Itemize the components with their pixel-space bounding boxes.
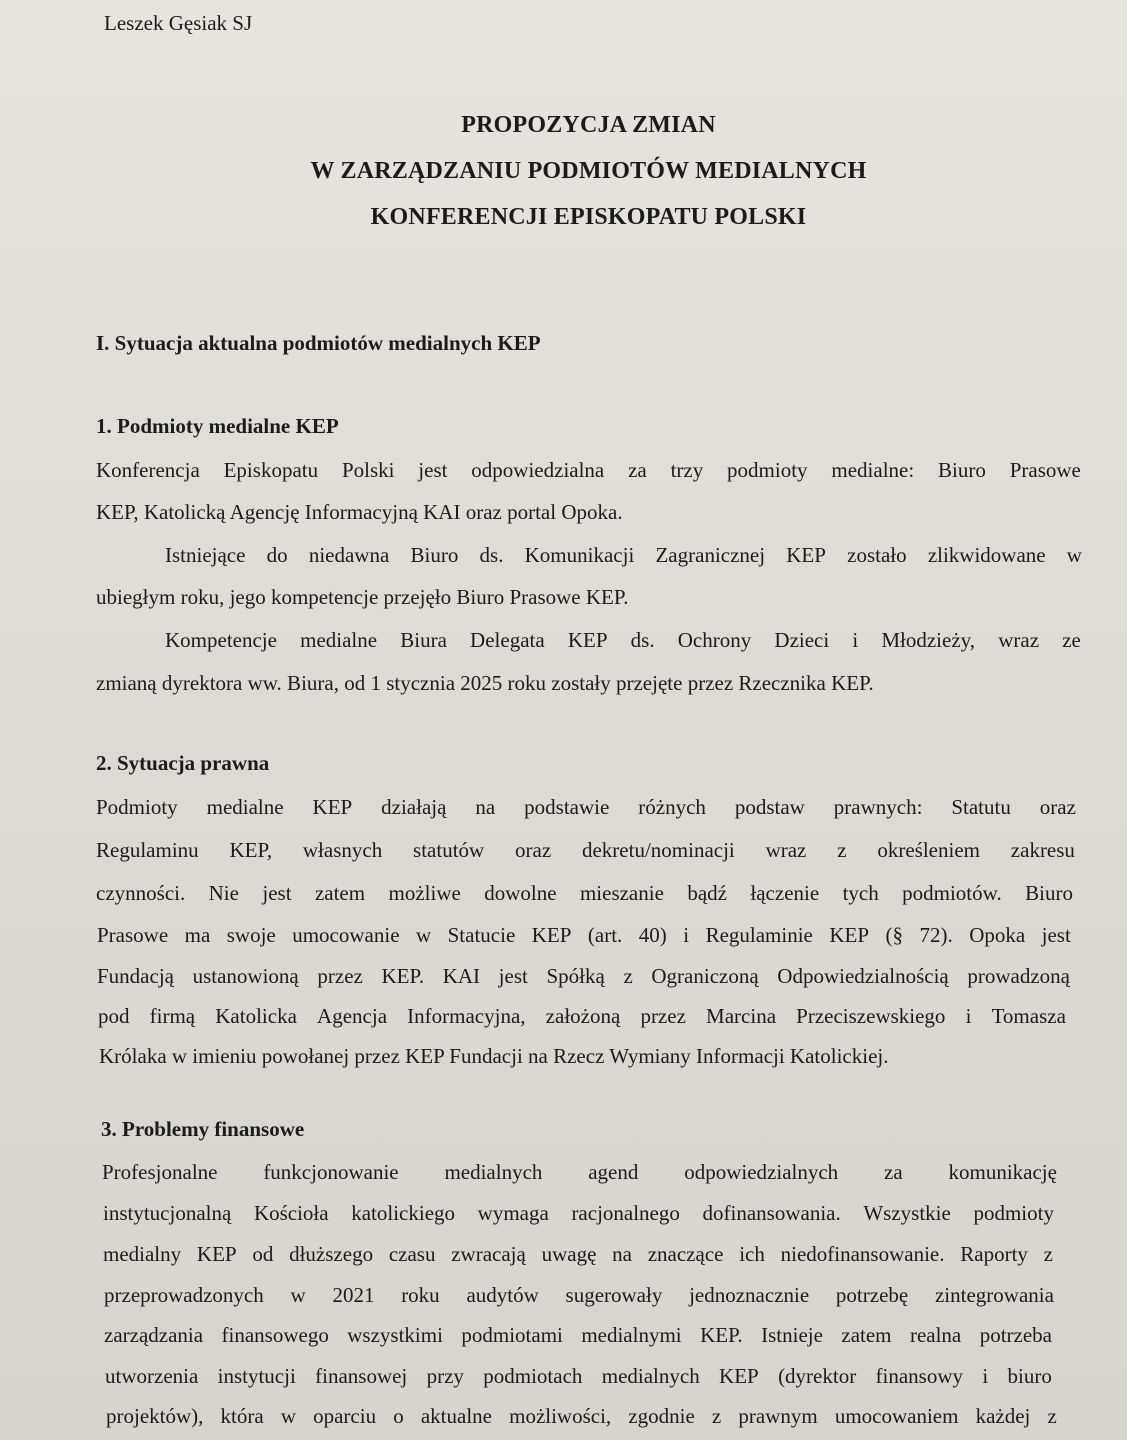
word: medialne:	[831, 458, 915, 482]
word: dekretu/nominacji	[581, 838, 735, 862]
paragraph-line	[98, 1004, 1066, 1029]
word: Wszystkie	[863, 1201, 951, 1225]
word: zakresu	[1010, 838, 1075, 862]
word: uwagę	[541, 1242, 597, 1266]
word: ustanowioną	[192, 964, 299, 988]
word: Biura	[400, 628, 447, 652]
word: swoje	[226, 923, 276, 947]
word: zintegrowania	[934, 1283, 1054, 1307]
word: ma	[184, 923, 211, 947]
word: niedawna	[308, 543, 390, 567]
word: KEP	[567, 628, 608, 652]
word: Zagranicznej	[655, 543, 766, 567]
paragraph-line	[96, 458, 1081, 483]
word: zarządzania	[104, 1323, 204, 1347]
paragraph-line	[97, 964, 1070, 989]
word: możliwe	[388, 881, 461, 905]
word: Fundacją	[97, 964, 174, 988]
paragraph-line: Królaka w imieniu powołanej przez KEP Fundacji na Rzecz Wymiany Informacji Katolickiej.	[99, 1044, 889, 1068]
word: dłuższego	[289, 1242, 374, 1266]
word: Dzieci	[774, 628, 830, 652]
word: wszystkimi	[347, 1323, 443, 1347]
word: wraz	[998, 628, 1040, 652]
paragraph-line	[105, 1364, 1052, 1389]
word: Ochrony	[677, 628, 752, 652]
word: KEP.	[700, 1323, 743, 1347]
paragraph-line: KEP, Katolicką Agencję Informacyjną KAI oraz portal Opoka.	[96, 500, 623, 524]
word: projektów),	[106, 1404, 204, 1428]
word: za	[628, 458, 647, 482]
word: komunikację	[948, 1160, 1057, 1184]
word: ds.	[479, 543, 504, 567]
word: Odpowiedzialnością	[777, 964, 949, 988]
word: zgodnie	[628, 1404, 695, 1428]
word: Informacyjna,	[407, 1004, 526, 1028]
word: Delegata	[470, 628, 545, 652]
word: w	[290, 1283, 306, 1307]
word: tych	[842, 881, 879, 905]
word: ze	[1062, 628, 1081, 652]
word: odpowiedzialnych	[684, 1160, 839, 1184]
word: w	[415, 923, 432, 947]
word: podstawie	[524, 795, 610, 819]
word: Podmioty	[96, 795, 178, 819]
word: podmiotami	[461, 1323, 563, 1347]
word: finansowej	[315, 1364, 408, 1388]
word: funkcjonowanie	[263, 1160, 399, 1184]
word: Przeciszewskiego	[796, 1004, 946, 1028]
word: Kościoła	[253, 1201, 329, 1225]
word: Młodzieży,	[881, 628, 976, 652]
word: zwracają	[451, 1242, 526, 1266]
word: statutów	[413, 838, 485, 862]
paragraph-line: zmianą dyrektora ww. Biura, od 1 stycznia 2025 roku zostały przejęte przez Rzecznika KEP.	[96, 671, 874, 695]
word: z	[1043, 1242, 1053, 1266]
word: Spółką	[546, 964, 605, 988]
word: Biuro	[1025, 881, 1073, 905]
word: Regulaminie	[705, 923, 813, 947]
section-heading: I. Sytuacja aktualna podmiotów medialnych KEP	[96, 331, 541, 355]
word: agend	[588, 1160, 639, 1184]
word: umocowanie	[292, 923, 400, 947]
subsection-2-heading: 2. Sytuacja prawna	[96, 751, 270, 775]
word: jest	[418, 458, 448, 482]
word: mieszanie	[579, 881, 664, 905]
word: utworzenia	[105, 1364, 199, 1388]
word: zlikwidowane	[927, 543, 1046, 567]
word: finansowy	[875, 1364, 964, 1388]
word: Biuro	[938, 458, 986, 482]
paragraph-line	[165, 628, 1081, 653]
word: realna	[909, 1323, 962, 1347]
word: Istnieje	[761, 1323, 823, 1347]
word: (§	[885, 923, 903, 947]
word: prawnych:	[833, 795, 923, 819]
word: medialne	[300, 628, 378, 652]
word: Opoka	[969, 923, 1026, 947]
word: KEP	[312, 795, 353, 819]
word: KEP,	[229, 838, 273, 862]
word: medialnych	[444, 1160, 543, 1184]
word: działają	[381, 795, 447, 819]
word: za	[884, 1160, 903, 1184]
word: w	[280, 1404, 296, 1428]
word: KEP.	[381, 964, 425, 988]
paragraph-line: ubiegłym roku, jego kompetencje przejęło Biuro Prasowe KEP.	[96, 585, 629, 609]
word: podstaw	[734, 795, 805, 819]
word: KEP	[786, 543, 826, 567]
word: jest	[262, 881, 292, 905]
word: instytucjonalną	[103, 1201, 232, 1225]
subsection-3-heading: 3. Problemy finansowe	[101, 1117, 305, 1141]
word: wymaga	[477, 1201, 549, 1225]
word: założoną	[545, 1004, 621, 1028]
word: przez	[317, 964, 363, 988]
word: instytucji	[217, 1364, 296, 1388]
paragraph-line	[96, 795, 1076, 820]
word: i	[852, 628, 859, 652]
word: jest	[498, 964, 528, 988]
word: podmioty	[973, 1201, 1054, 1225]
word: 40)	[638, 923, 667, 947]
word: Statutu	[951, 795, 1011, 819]
document-title	[0, 102, 1127, 240]
word: Regulaminu	[96, 838, 199, 862]
word: podmiotów.	[902, 881, 1002, 905]
word: bądź	[687, 881, 727, 905]
word: każdej	[975, 1404, 1031, 1428]
word: Prasowe	[97, 923, 169, 947]
word: Episkopatu	[223, 458, 319, 482]
title-line-1: PROPOZYCJA ZMIAN	[461, 112, 716, 138]
word: KAI	[442, 964, 481, 988]
word: 2021	[332, 1283, 375, 1307]
word: podmioty	[727, 458, 808, 482]
word: jednoznacznie	[689, 1283, 810, 1307]
title-line-2: W ZARZĄDZANIU PODMIOTÓW MEDIALNYCH	[310, 158, 867, 184]
word: Agencja	[317, 1004, 388, 1028]
word: audytów	[466, 1283, 539, 1307]
word: 72).	[919, 923, 953, 947]
word: (art.	[587, 923, 623, 947]
word: ich	[739, 1242, 765, 1266]
word: możliwości,	[509, 1404, 612, 1428]
word: medialnymi	[581, 1323, 682, 1347]
word: Kompetencje	[165, 628, 277, 652]
word: medialny	[103, 1242, 182, 1266]
word: na	[475, 795, 496, 819]
word: o	[393, 1404, 404, 1428]
word: jest	[1041, 923, 1071, 947]
paragraph-line	[102, 1160, 1057, 1185]
word: Tomasza	[991, 1004, 1066, 1028]
word: oparciu	[313, 1404, 377, 1428]
word: z	[1047, 1404, 1057, 1428]
paragraph-line	[96, 881, 1073, 906]
word: różnych	[638, 795, 706, 819]
word: która	[220, 1404, 264, 1428]
word: z	[837, 838, 847, 862]
word: podmiotach	[483, 1364, 583, 1388]
word: od	[252, 1242, 274, 1266]
paragraph-line	[103, 1201, 1054, 1226]
word: łączenie	[750, 881, 820, 905]
word: racjonalnego	[571, 1201, 680, 1225]
word: oraz	[515, 838, 552, 862]
word: Polski	[341, 458, 395, 482]
word: znaczące	[647, 1242, 724, 1266]
title-line-3: KONFERENCJI EPISKOPATU POLSKI	[370, 204, 807, 230]
word: do	[266, 543, 288, 567]
word: firmą	[149, 1004, 196, 1028]
word: potrzebę	[835, 1283, 909, 1307]
word: czasu	[388, 1242, 436, 1266]
word: roku	[401, 1283, 440, 1307]
paragraph-line	[106, 1404, 1057, 1429]
word: pod	[98, 1004, 130, 1028]
paragraph-line	[165, 543, 1082, 568]
word: przeprowadzonych	[104, 1283, 264, 1307]
word: medialnych	[601, 1364, 700, 1388]
word: Biuro	[410, 543, 459, 567]
paragraph-line	[96, 838, 1075, 863]
word: Statucie	[447, 923, 516, 947]
word: katolickiego	[351, 1201, 456, 1225]
paragraph-line	[103, 1242, 1053, 1267]
word: potrzeba	[979, 1323, 1052, 1347]
word: prawnym	[738, 1404, 818, 1428]
word: trzy	[670, 458, 704, 482]
word: ds.	[630, 628, 655, 652]
paragraph-line	[104, 1323, 1052, 1348]
word: własnych	[302, 838, 383, 862]
word: przez	[640, 1004, 686, 1028]
word: zostało	[847, 543, 907, 567]
word: i	[965, 1004, 972, 1028]
word: oraz	[1039, 795, 1076, 819]
word: określeniem	[877, 838, 980, 862]
word: zatem	[841, 1323, 892, 1347]
word: Istniejące	[165, 543, 246, 567]
word: czynności.	[96, 881, 186, 905]
word: KEP	[531, 923, 572, 947]
word: biuro	[1007, 1364, 1052, 1388]
word: z	[711, 1404, 722, 1428]
word: przy	[426, 1364, 464, 1388]
word: na	[612, 1242, 632, 1266]
word: finansowego	[221, 1323, 329, 1347]
word: Konferencja	[96, 458, 200, 482]
word: sugerowały	[565, 1283, 663, 1307]
word: Komunikacji	[524, 543, 635, 567]
word: z	[623, 964, 633, 988]
subsection-1-heading: 1. Podmioty medialne KEP	[96, 414, 339, 438]
word: Profesjonalne	[102, 1160, 218, 1184]
word: w	[1066, 543, 1082, 567]
word: umocowaniem	[834, 1404, 959, 1428]
word: prowadzoną	[967, 964, 1070, 988]
word: aktualne	[420, 1404, 492, 1428]
word: KEP	[829, 923, 870, 947]
word: odpowiedzialna	[471, 458, 605, 482]
word: wraz	[765, 838, 807, 862]
word: zatem	[314, 881, 366, 905]
word: Raporty	[960, 1242, 1028, 1266]
word: (dyrektor	[778, 1364, 857, 1388]
word: medialne	[206, 795, 284, 819]
paragraph-line	[97, 923, 1071, 948]
word: i	[982, 1364, 989, 1388]
word: niedofinansowanie.	[780, 1242, 945, 1266]
word: Ograniczoną	[651, 964, 759, 988]
word: i	[683, 923, 690, 947]
word: dofinansowania.	[702, 1201, 841, 1225]
word: Nie	[208, 881, 239, 905]
word: Prasowe	[1009, 458, 1081, 482]
word: dowolne	[484, 881, 557, 905]
author-name: Leszek Gęsiak SJ	[104, 11, 253, 35]
word: Katolicka	[215, 1004, 297, 1028]
word: Marcina	[706, 1004, 777, 1028]
paragraph-line	[104, 1283, 1054, 1308]
word: KEP	[719, 1364, 759, 1388]
word: KEP	[196, 1242, 237, 1266]
